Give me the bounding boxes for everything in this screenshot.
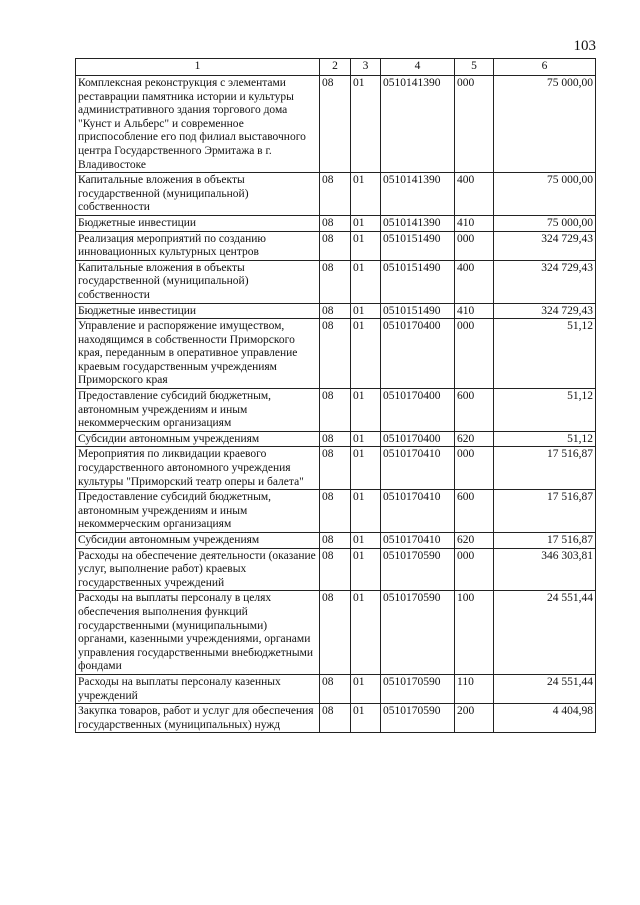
row-name-cell: Бюджетные инвестиции	[76, 303, 320, 319]
section-code-cell: 08	[320, 490, 351, 533]
amount-cell: 324 729,43	[494, 260, 596, 303]
row-name-cell: Закупка товаров, работ и услуг для обеспечения государственных (муниципальных) нужд	[76, 704, 320, 733]
section-code-cell: 08	[320, 76, 351, 173]
subsection-code-cell: 01	[351, 591, 381, 675]
table-row	[76, 548, 596, 591]
subsection-code-cell: 01	[351, 389, 381, 432]
section-code-cell: 08	[320, 533, 351, 549]
table-row	[76, 674, 596, 703]
subsection-code-cell: 01	[351, 76, 381, 173]
column-header: 3	[351, 59, 381, 76]
target-article-cell: 0510170400	[381, 389, 455, 432]
section-code-cell: 08	[320, 303, 351, 319]
subsection-code-cell: 01	[351, 260, 381, 303]
target-article-cell: 0510141390	[381, 215, 455, 231]
row-name-cell: Капитальные вложения в объекты государственной (муниципальной) собственности	[76, 173, 320, 216]
table-row	[76, 319, 596, 389]
target-article-cell: 0510170590	[381, 548, 455, 591]
expense-type-cell: 000	[455, 548, 494, 591]
column-header: 2	[320, 59, 351, 76]
column-header: 4	[381, 59, 455, 76]
expense-type-cell: 110	[455, 674, 494, 703]
target-article-cell: 0510141390	[381, 76, 455, 173]
target-article-cell: 0510151490	[381, 260, 455, 303]
subsection-code-cell: 01	[351, 548, 381, 591]
target-article-cell: 0510170410	[381, 490, 455, 533]
table-row	[76, 173, 596, 216]
expense-type-cell: 200	[455, 704, 494, 733]
amount-cell: 346 303,81	[494, 548, 596, 591]
column-header: 1	[76, 59, 320, 76]
section-code-cell: 08	[320, 548, 351, 591]
table-row	[76, 76, 596, 173]
subsection-code-cell: 01	[351, 303, 381, 319]
section-code-cell: 08	[320, 319, 351, 389]
target-article-cell: 0510151490	[381, 231, 455, 260]
row-name-cell: Расходы на обеспечение деятельности (оказание услуг, выполнение работ) краевых государственных учреждений	[76, 548, 320, 591]
column-header: 6	[494, 59, 596, 76]
target-article-cell: 0510170590	[381, 591, 455, 675]
amount-cell: 17 516,87	[494, 533, 596, 549]
row-name-cell: Управление и распоряжение имуществом, находящимся в собственности Приморского края, переданным в оперативное управление краевым государственным учреждениям Приморского края	[76, 319, 320, 389]
amount-cell: 17 516,87	[494, 447, 596, 490]
amount-cell: 51,12	[494, 389, 596, 432]
row-name-cell: Субсидии автономным учреждениям	[76, 533, 320, 549]
page-number: 103	[573, 38, 596, 54]
expense-type-cell: 000	[455, 447, 494, 490]
section-code-cell: 08	[320, 447, 351, 490]
target-article-cell: 0510170410	[381, 447, 455, 490]
subsection-code-cell: 01	[351, 533, 381, 549]
subsection-code-cell: 01	[351, 173, 381, 216]
expense-type-cell: 600	[455, 389, 494, 432]
amount-cell: 4 404,98	[494, 704, 596, 733]
target-article-cell: 0510170590	[381, 674, 455, 703]
amount-cell: 24 551,44	[494, 591, 596, 675]
budget-table	[75, 58, 596, 733]
target-article-cell: 0510151490	[381, 303, 455, 319]
section-code-cell: 08	[320, 215, 351, 231]
row-name-cell: Бюджетные инвестиции	[76, 215, 320, 231]
subsection-code-cell: 01	[351, 447, 381, 490]
expense-type-cell: 600	[455, 490, 494, 533]
table-row	[76, 490, 596, 533]
row-name-cell: Расходы на выплаты персоналу казенных учреждений	[76, 674, 320, 703]
target-article-cell: 0510141390	[381, 173, 455, 216]
target-article-cell: 0510170410	[381, 533, 455, 549]
table-row	[76, 704, 596, 733]
amount-cell: 24 551,44	[494, 674, 596, 703]
target-article-cell: 0510170400	[381, 319, 455, 389]
target-article-cell: 0510170400	[381, 431, 455, 447]
expense-type-cell: 410	[455, 303, 494, 319]
subsection-code-cell: 01	[351, 674, 381, 703]
table-row	[76, 591, 596, 675]
amount-cell: 324 729,43	[494, 303, 596, 319]
expense-type-cell: 000	[455, 231, 494, 260]
amount-cell: 17 516,87	[494, 490, 596, 533]
row-name-cell: Предоставление субсидий бюджетным, автономным учреждениям и иным некоммерческим организациям	[76, 389, 320, 432]
subsection-code-cell: 01	[351, 319, 381, 389]
expense-type-cell: 620	[455, 431, 494, 447]
table-row	[76, 389, 596, 432]
amount-cell: 324 729,43	[494, 231, 596, 260]
row-name-cell: Субсидии автономным учреждениям	[76, 431, 320, 447]
subsection-code-cell: 01	[351, 704, 381, 733]
section-code-cell: 08	[320, 231, 351, 260]
amount-cell: 75 000,00	[494, 173, 596, 216]
table-row	[76, 533, 596, 549]
target-article-cell: 0510170590	[381, 704, 455, 733]
table-row	[76, 303, 596, 319]
amount-cell: 75 000,00	[494, 76, 596, 173]
table-row	[76, 231, 596, 260]
expense-type-cell: 000	[455, 76, 494, 173]
section-code-cell: 08	[320, 591, 351, 675]
amount-cell: 51,12	[494, 431, 596, 447]
subsection-code-cell: 01	[351, 215, 381, 231]
row-name-cell: Предоставление субсидий бюджетным, автономным учреждениям и иным некоммерческим организациям	[76, 490, 320, 533]
column-header: 5	[455, 59, 494, 76]
table-row	[76, 260, 596, 303]
expense-type-cell: 400	[455, 260, 494, 303]
subsection-code-cell: 01	[351, 231, 381, 260]
expense-type-cell: 000	[455, 319, 494, 389]
row-name-cell: Комплексная реконструкция с элементами реставрации памятника истории и культуры административного здания торгового дома "Кунст и Альберс" и современное приспособление его под филиал выставочного центра Государственного Эрмитажа в г. Владивостоке	[76, 76, 320, 173]
amount-cell: 51,12	[494, 319, 596, 389]
subsection-code-cell: 01	[351, 490, 381, 533]
table-row	[76, 215, 596, 231]
row-name-cell: Мероприятия по ликвидации краевого государственного автономного учреждения культуры "Приморский театр оперы и балета"	[76, 447, 320, 490]
table-row	[76, 431, 596, 447]
expense-type-cell: 100	[455, 591, 494, 675]
table-row	[76, 447, 596, 490]
subsection-code-cell: 01	[351, 431, 381, 447]
section-code-cell: 08	[320, 389, 351, 432]
section-code-cell: 08	[320, 674, 351, 703]
row-name-cell: Капитальные вложения в объекты государственной (муниципальной) собственности	[76, 260, 320, 303]
expense-type-cell: 400	[455, 173, 494, 216]
expense-type-cell: 410	[455, 215, 494, 231]
section-code-cell: 08	[320, 260, 351, 303]
expense-type-cell: 620	[455, 533, 494, 549]
table-body	[76, 76, 596, 733]
table-header-row	[76, 59, 596, 76]
row-name-cell: Расходы на выплаты персоналу в целях обеспечения выполнения функций государственными (муниципальными) органами, казенными учреждениями, органами управления государственными внебюджетными фондами	[76, 591, 320, 675]
row-name-cell: Реализация мероприятий по созданию инновационных культурных центров	[76, 231, 320, 260]
amount-cell: 75 000,00	[494, 215, 596, 231]
section-code-cell: 08	[320, 431, 351, 447]
section-code-cell: 08	[320, 704, 351, 733]
section-code-cell: 08	[320, 173, 351, 216]
